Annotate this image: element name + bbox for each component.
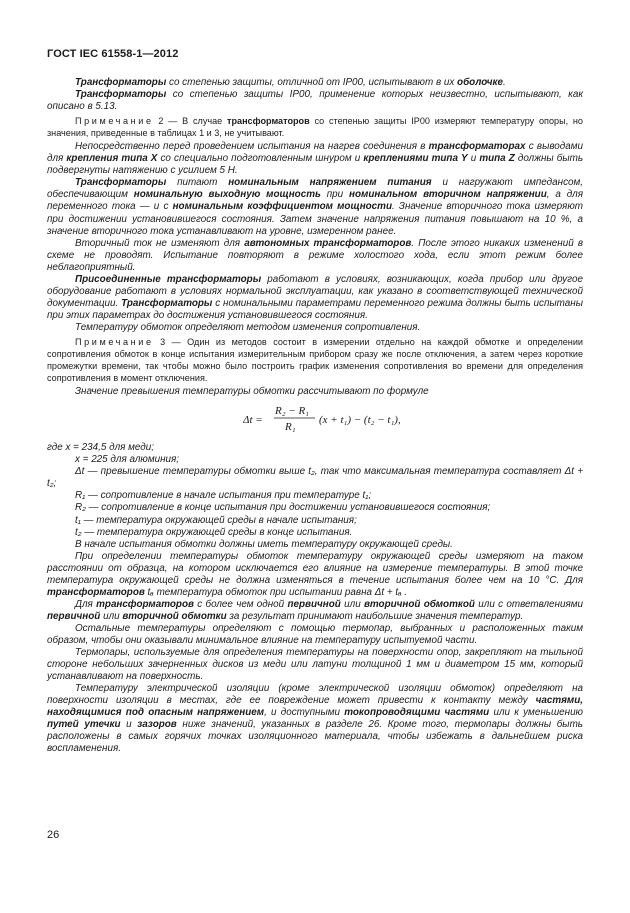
formula-numerator: R₂ − R₁: [275, 405, 310, 418]
definition-line: R₁ — сопротивление в начале испытания при температуре t₁;: [75, 490, 372, 502]
paragraph: Трансформаторы со степенью защиты IP00, применение которых неизвестно, испытывают, как описано в 5.13.: [47, 89, 583, 113]
formula-lhs: Δt =: [243, 414, 263, 427]
definition-line: R₂ — сопротивление в конце испытания при достижении установившегося состояния;: [75, 502, 491, 514]
formula-rest: (x + t₁) − (t₂ − t₁),: [319, 414, 401, 427]
paragraph: Трансформаторы со степенью защиты, отличной от IP00, испытывают в их оболочке.: [75, 77, 506, 88]
paragraph: Присоединенные трансформаторы работают в условиях, возникающих, когда прибор или другое оборудование работают в условиях нормальной эксплуатации, как указано в соответствующей технической документации. Трансформаторы с номинальными параметрами переменного режима должны быть испытаны при этих параметрах до достижения установившегося состояния.: [47, 273, 583, 321]
note-3: Примечание 3 — Один из методов состоит в измерении отдельно на каждой обмотке и определении сопротивления обмоток в конце испытания измерительным прибором сразу же после отключения, а затем через короткие промежутки времени, так чтобы можно было построить график изменения сопротивления во времени для определения сопротивления в момент отключения.: [47, 336, 583, 384]
definition-line: t₁ — температура окружающей среды в начале испытания;: [75, 514, 357, 526]
paragraph: Температуру обмоток определяют методом изменения сопротивления.: [75, 321, 421, 333]
paragraph: При определении температуры обмоток температуру окружающей среды измеряют на таком расстоянии от образца, на котором исключается его влияние на измерение температуры. В этой точке температура окружающей среды не должна изменяться в течение испытания более чем на 10 °С. Для трансформаторов tₐ температура обмоток при испытании равна Δt + tₐ .: [47, 550, 583, 598]
page-number: 26: [47, 829, 60, 841]
definitions: [47, 442, 583, 538]
paragraph: Значение превышения температуры обмотки рассчитывают по формуле: [75, 386, 429, 398]
paragraph: Вторичный ток не изменяют для автономных трансформаторов. После этого никаких изменений в схеме не проводят. Испытание повторяют в режиме холостого хода, если этот режим более неблагоприятный.: [47, 237, 583, 273]
definition-line: t₂ — температура окружающей среды в конце испытания.: [75, 526, 353, 538]
paragraph: Непосредственно перед проведением испытания на нагрев соединения в трансформаторах с выводами для крепления типа X со специально подготовленным шнуром и креплениями типа Y и типа Z должны быть подвергнуты натяжению с усилием 5 Н.: [47, 141, 584, 177]
paragraph: Термопары, используемые для определения температуры на поверхности опор, закрепляют на тыльной стороне небольших зачерненных дисков из меди или латуни толщиной 1 мм и диаметром 15 мм, который устанавливают на поверхность.: [47, 647, 583, 683]
paragraph: Температуру электрической изоляции (кроме электрической изоляции обмоток) определяют на поверхности изоляции в местах, где ее повреждение может привести к контакту между частями, находящимися под опасным напряжением, и доступными токопроводящими частями или к уменьшению путей утечки и зазоров ниже значений, указанных в разделе 26. Кроме того, термопары должны быть расположены в самых горячих точках изоляционного материала, чтобы избежать в дальнейшем риска воспламенения.: [47, 683, 583, 755]
paragraph: В начале испытания обмотки должны иметь температуру окружающей среды.: [75, 538, 453, 550]
formula-denominator: R₁: [285, 421, 296, 434]
page-body: [47, 77, 583, 755]
temperature-rise-formula: [47, 398, 583, 442]
definition-line: Δt — превышение температуры обмотки выше t₂, так что максимальная температура составляет Δt + t₂;: [47, 466, 583, 490]
standard-header: ГОСТ IEC 61558-1—2012: [47, 48, 179, 60]
note-2: Примечание 2 — В случае трансформаторов со степенью защиты IP00 измеряют температуру опоры, но значения, приведенные в таблицах 1 и 3, не учитывают.: [47, 116, 583, 139]
paragraph: Трансформаторы питают номинальным напряжением питания и нагружают импедансом, обеспечивающим номинальную выходную мощность при номинальном вторичном напряжении, а для переменного тока — и с номинальным коэффициентом мощности. Значение вторичного тока измеряют при достижении установившегося состояния. Затем значение напряжения питания повышают на 10 %, а значение вторичного тока устанавливают на уровне, измеренном ранее.: [47, 177, 584, 237]
definition-line: x = 225 для алюминия;: [75, 454, 180, 466]
paragraph: Для трансформаторов с более чем одной первичной или вторичной обмоткой или с ответвлениями первичной или вторичной обмотки за результат принимают наибольшие значения температур.: [47, 598, 584, 622]
definition-line: где x = 234,5 для меди;: [47, 442, 155, 454]
paragraph: Остальные температуры определяют с помощью термопар, выбранных и расположенных таким образом, чтобы они оказывали минимальное влияние на температуру испытуемой части.: [47, 622, 583, 646]
